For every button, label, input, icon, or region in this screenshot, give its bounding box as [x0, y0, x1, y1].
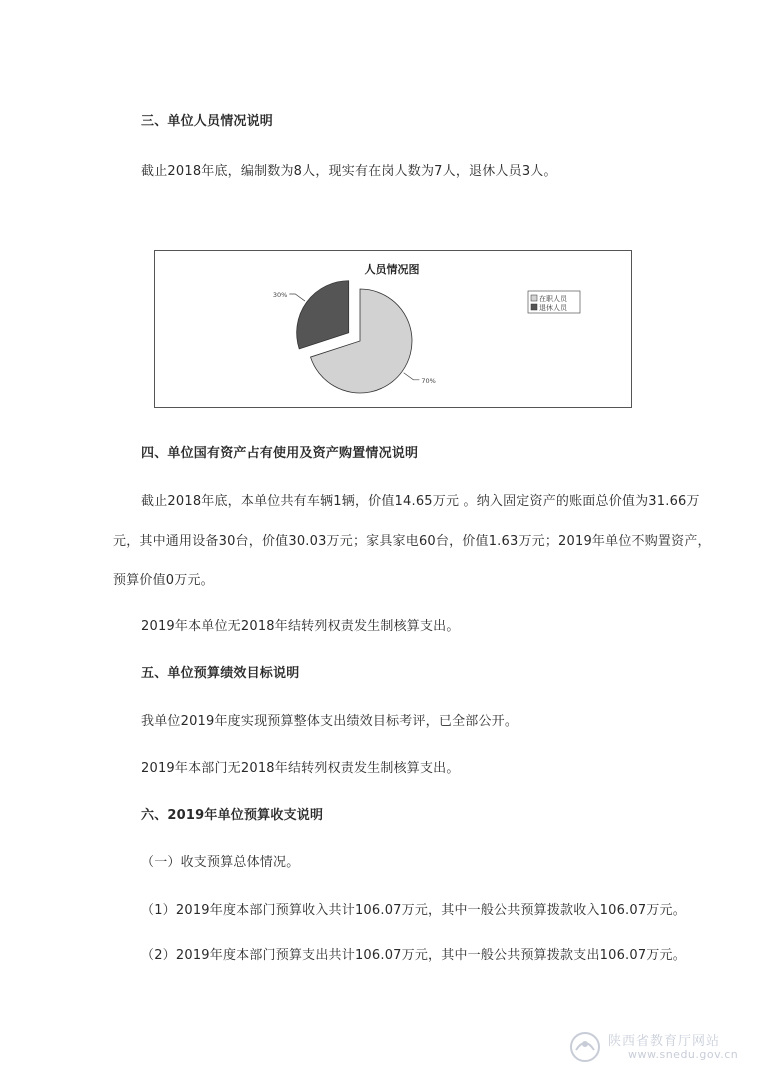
- chart-title: 人员情况图: [364, 263, 420, 276]
- pie-leader-line: [289, 294, 305, 301]
- watermark-site-url: www.snedu.gov.cn: [628, 1048, 739, 1061]
- pie-data-label: 70%: [421, 376, 436, 385]
- section-5-paragraph-1: 我单位2019年度实现预算整体支出绩效目标考评，已全部公开。: [141, 714, 519, 729]
- watermark-site-name: 陕西省教育厅网站: [608, 1034, 721, 1049]
- section-6-paragraph-1: （一）收支预算总体情况。: [141, 855, 300, 870]
- section-5-paragraph-2: 2019年本部门无2018年结转列权责发生制核算支出。: [141, 761, 460, 776]
- section-4-paragraph-line-1: 截止2018年底，本单位共有车辆1辆，价值14.65万元 。纳入固定资产的账面总价值为31.66万: [141, 494, 700, 509]
- pie-leader-line: [404, 373, 420, 380]
- section-6-paragraph-3: （2）2019年度本部门预算支出共计106.07万元，其中一般公共预算拨款支出106.07万元。: [141, 948, 686, 963]
- watermark-logo-icon: [568, 1030, 602, 1064]
- section-4-heading: 四、单位国有资产占有使用及资产购置情况说明: [141, 446, 419, 461]
- pie-chart-svg: [155, 251, 633, 409]
- site-watermark: [568, 1028, 758, 1068]
- pie-slice-retired-staff: [297, 281, 349, 349]
- section-4-paragraph-line-2: 元，其中通用设备30台，价值30.03万元；家具家电60台，价值1.63万元；2019年单位不购置资产，: [113, 534, 711, 549]
- section-6-heading: 六、2019年单位预算收支说明: [141, 808, 324, 823]
- chart-legend: [528, 291, 580, 313]
- section-4-paragraph-line-3: 预算价值0万元。: [113, 573, 214, 588]
- section-3-heading: 三、单位人员情况说明: [141, 114, 274, 129]
- pie-data-label: 30%: [272, 290, 288, 299]
- section-6-paragraph-2: （1）2019年度本部门预算收入共计106.07万元，其中一般公共预算拨款收入106.07万元。: [141, 903, 686, 918]
- section-4-paragraph-2: 2019年本单位无2018年结转列权责发生制核算支出。: [141, 619, 460, 634]
- legend-swatch: [531, 304, 537, 310]
- personnel-pie-chart: [154, 250, 632, 408]
- pie-slices: [297, 281, 412, 393]
- section-5-heading: 五、单位预算绩效目标说明: [141, 666, 300, 681]
- legend-label: 退休人员: [539, 304, 567, 312]
- legend-label: 在职人员: [539, 295, 567, 303]
- section-3-paragraph: 截止2018年底，编制数为8人，现实有在岗人数为7人，退休人员3人。: [141, 164, 557, 179]
- legend-swatch: [531, 295, 537, 301]
